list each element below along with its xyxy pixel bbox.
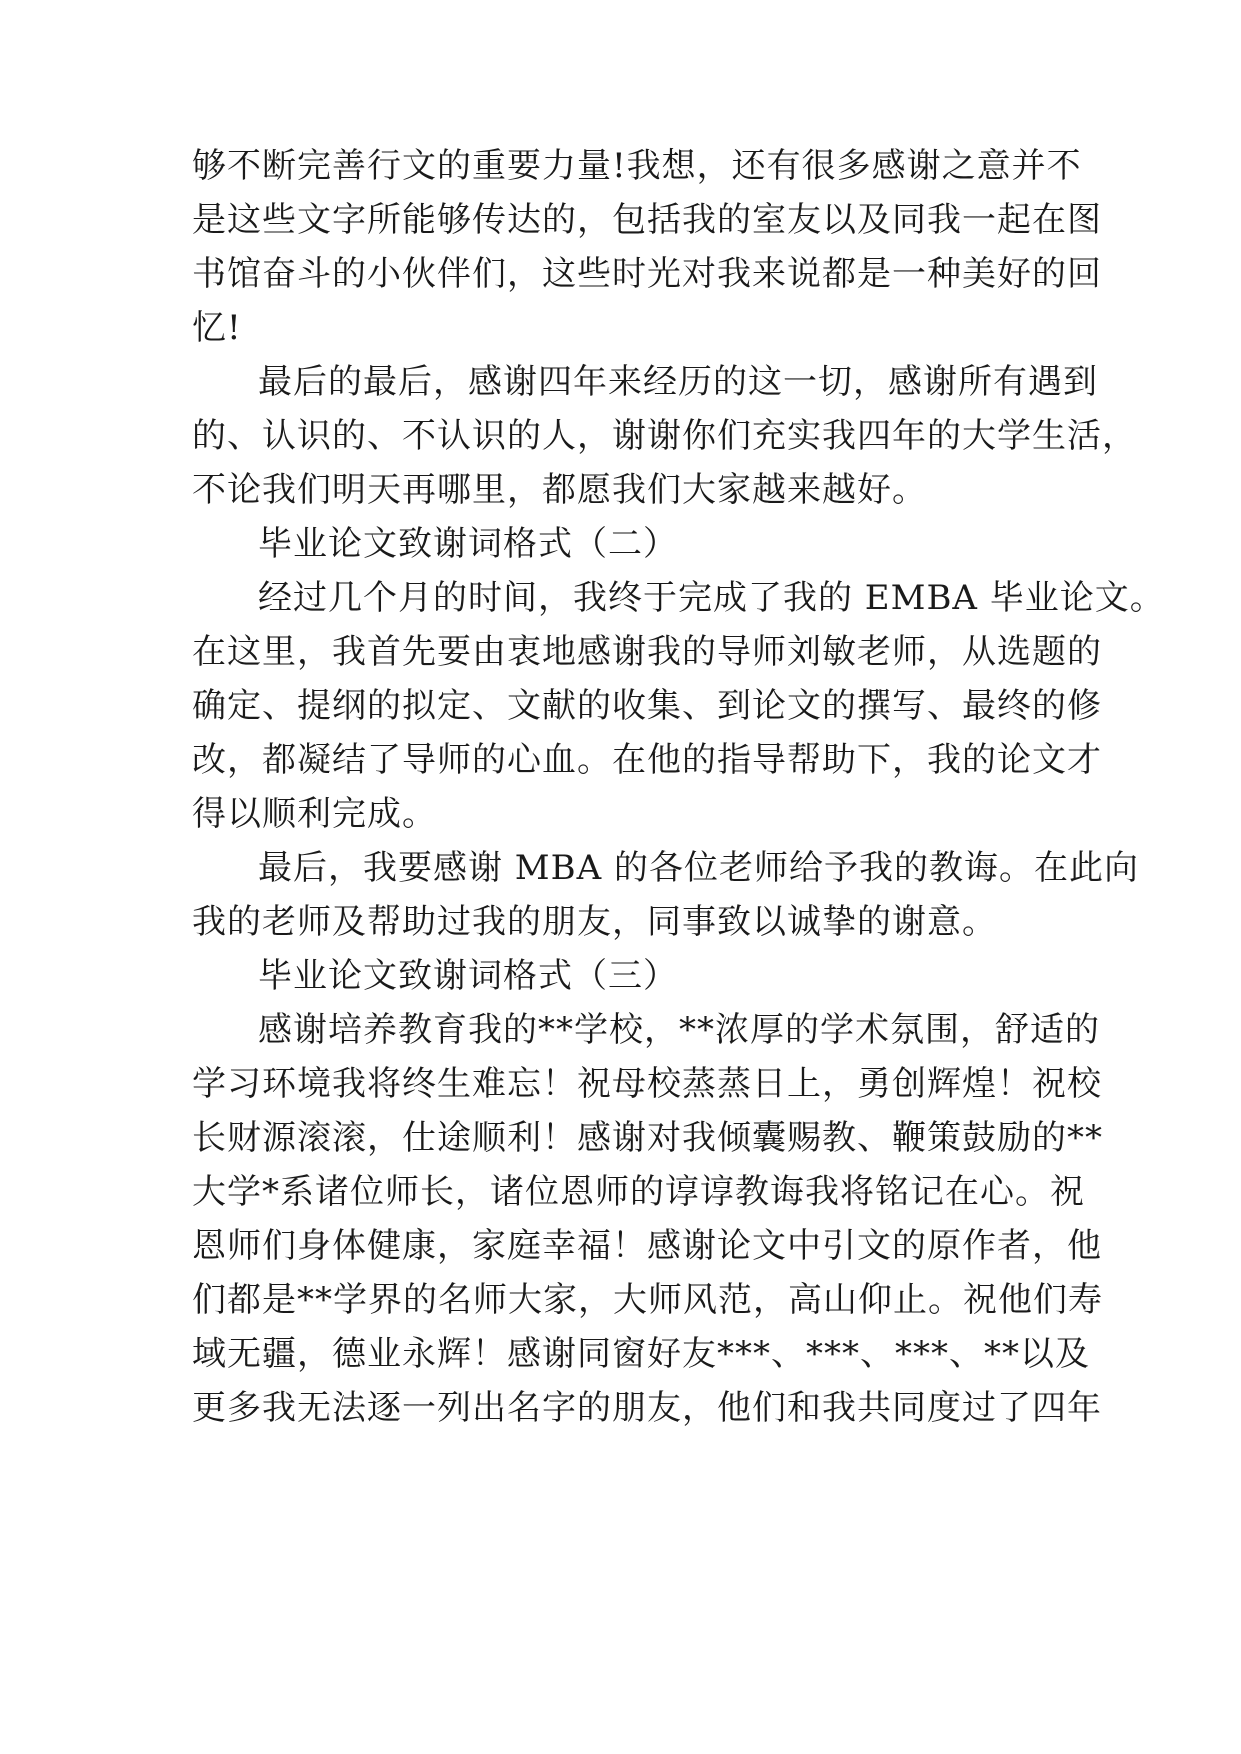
section-heading: 毕业论文致谢词格式（三） <box>258 956 678 996</box>
text-line: 确定、提纲的拟定、文献的收集、到论文的撰写、最终的修 <box>192 686 1102 726</box>
text-line: 域无疆，德业永辉！感谢同窗好友***、***、***、**以及 <box>192 1334 1090 1374</box>
text-line: 的、认识的、不认识的人，谢谢你们充实我四年的大学生活， <box>192 416 1137 456</box>
text-line: 不论我们明天再哪里，都愿我们大家越来越好。 <box>192 470 927 510</box>
text-line: 长财源滚滚，仕途顺利！感谢对我倾囊赐教、鞭策鼓励的** <box>192 1118 1103 1158</box>
text-line: 书馆奋斗的小伙伴们，这些时光对我来说都是一种美好的回 <box>192 254 1102 294</box>
text-line: 更多我无法逐一列出名字的朋友，他们和我共同度过了四年 <box>192 1388 1102 1428</box>
text-line: 恩师们身体健康，家庭幸福！感谢论文中引文的原作者，他 <box>192 1226 1102 1266</box>
paragraph-first-line: 最后，我要感谢 MBA 的各位老师给予我的教诲。在此向 <box>258 848 1139 888</box>
text-line: 是这些文字所能够传达的，包括我的室友以及同我一起在图 <box>192 200 1102 240</box>
section-heading: 毕业论文致谢词格式（二） <box>258 524 678 564</box>
text-line: 大学*系诸位师长，诸位恩师的谆谆教诲我将铭记在心。祝 <box>192 1172 1085 1212</box>
text-line: 在这里，我首先要由衷地感谢我的导师刘敏老师，从选题的 <box>192 632 1102 672</box>
paragraph-first-line: 感谢培养教育我的**学校，**浓厚的学术氛围，舒适的 <box>258 1010 1100 1050</box>
paragraph-first-line: 经过几个月的时间，我终于完成了我的 EMBA 毕业论文。 <box>258 578 1165 618</box>
text-line: 忆! <box>192 308 242 348</box>
text-line: 改，都凝结了导师的心血。在他的指导帮助下，我的论文才 <box>192 740 1102 780</box>
paragraph-first-line: 最后的最后，感谢四年来经历的这一切，感谢所有遇到 <box>258 362 1098 402</box>
text-line: 学习环境我将终生难忘！祝母校蒸蒸日上，勇创辉煌！祝校 <box>192 1064 1102 1104</box>
text-line: 我的老师及帮助过我的朋友，同事致以诚挚的谢意。 <box>192 902 997 942</box>
text-line: 们都是**学界的名师大家，大师风范，高山仰止。祝他们寿 <box>192 1280 1103 1320</box>
text-line: 得以顺利完成。 <box>192 794 437 834</box>
text-line: 够不断完善行文的重要力量!我想，还有很多感谢之意并不 <box>192 146 1082 186</box>
